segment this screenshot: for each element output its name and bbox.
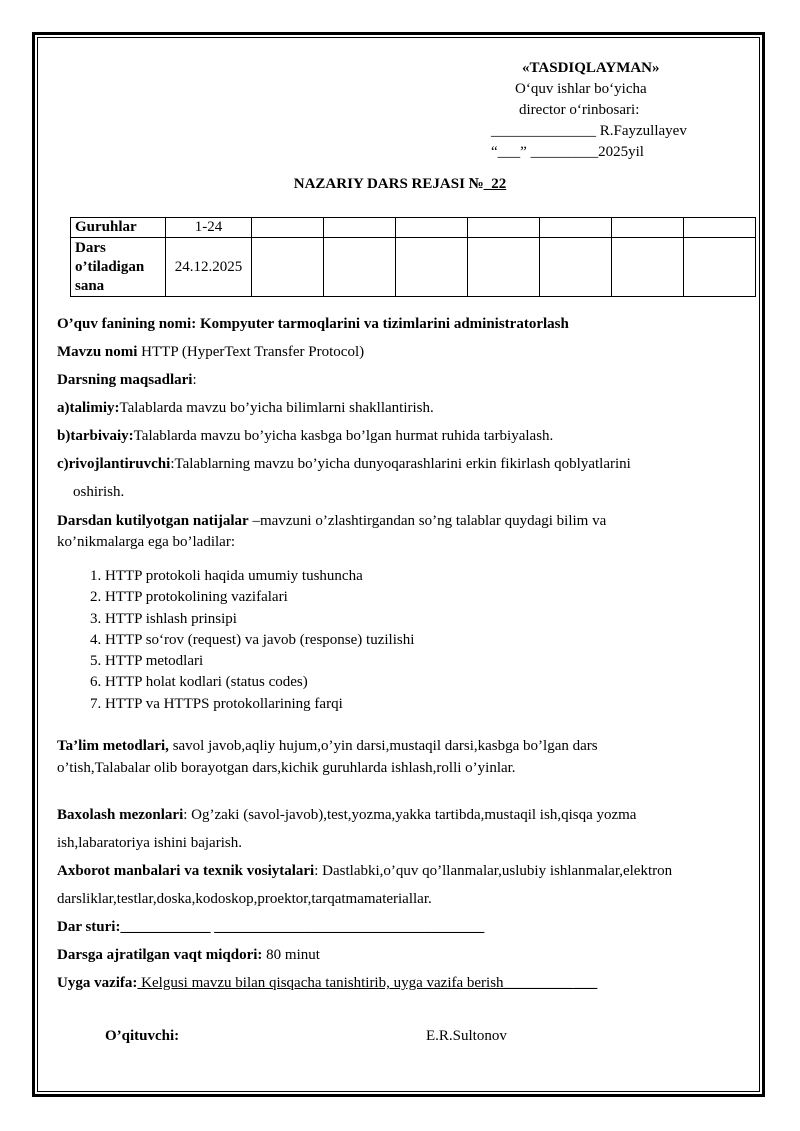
document-title	[0, 176, 800, 193]
list-item: 6. HTTP holat kodlari (status codes)	[105, 672, 737, 693]
goal-upbringing	[57, 427, 737, 446]
goal-educational-label: a)talimiy:	[57, 400, 120, 416]
assessment-line-1	[57, 806, 737, 825]
outcomes-list	[57, 566, 737, 715]
date-label-line-2: o’tiladigan	[75, 258, 145, 275]
outcomes-text-1: –mavzuni o’zlashtirgandan so’ng talablar quydagi bilim va	[248, 513, 607, 529]
approval-signature-line: ______________ R.Fayzullayev	[491, 123, 687, 139]
methods-line-1	[57, 735, 737, 757]
lesson-type-label: Dar sturi	[57, 919, 116, 936]
approval-date-line: “___” _________2025yil	[491, 144, 644, 160]
list-item: 5. HTTP metodlari	[105, 651, 737, 672]
table-cell	[468, 238, 540, 297]
methods-text-1: savol javob,aqliy hujum,o’yin darsi,mustaqil darsi,kasbga bo’lgan dars	[168, 738, 598, 755]
resources-label: Axborot manbalari va texnik vosiytalari	[57, 863, 315, 880]
table-cell	[252, 238, 324, 297]
table-cell	[540, 218, 612, 238]
methods-line-2: o’tish,Talabalar olib borayotgan dars,kichik guruhlarda ishlash,rolli o’yinlar.	[57, 760, 516, 777]
document-number: _22	[483, 176, 507, 192]
goals-label: Darsning maqsadlari	[57, 372, 193, 388]
table-cell	[540, 238, 612, 297]
list-item: 2. HTTP protokolining vazifalari	[105, 587, 737, 608]
date-label	[71, 238, 166, 297]
table-cell	[684, 238, 756, 297]
outcomes-line-2: ko’nikmalarga ega bo’ladilar:	[57, 534, 235, 550]
lesson-type-value: :____________ ____________________________________	[115, 919, 485, 936]
duration-line	[57, 946, 737, 965]
date-value: 24.12.2025	[166, 238, 252, 297]
groups-table	[70, 217, 756, 297]
homework-label: Uyga vazifa:	[57, 975, 138, 992]
table-cell	[396, 238, 468, 297]
date-label-line-3: sana	[75, 277, 105, 294]
goal-developmental-cont: oshirish.	[73, 484, 125, 500]
document-title-text: NAZARIY DARS REJASI №	[293, 176, 484, 192]
assessment-line-2: ish,labaratoriya ishini bajarish.	[57, 835, 242, 852]
groups-row	[71, 218, 756, 238]
teacher-name: E.R.Sultonov	[426, 1028, 507, 1044]
groups-label: Guruhlar	[71, 218, 166, 238]
table-cell	[396, 218, 468, 238]
goal-developmental	[57, 455, 737, 474]
topic-line	[57, 343, 737, 362]
list-item: 4. HTTP so‘rov (request) va javob (response) tuzilishi	[105, 630, 737, 651]
goal-educational-text: Talablarda mavzu bo’yicha bilimlarni shakllantirish.	[119, 400, 434, 416]
teacher-label: O’qituvchi:	[105, 1028, 180, 1044]
goals-colon: :	[192, 372, 197, 388]
methods-label: Ta’lim metodlari,	[57, 738, 169, 755]
subject-label: O’quv fanining nomi:	[57, 316, 197, 332]
assessment-label: Baxolash mezonlari	[57, 807, 184, 824]
table-cell	[612, 238, 684, 297]
table-cell	[324, 218, 396, 238]
resources-line-2: darsliklar,testlar,doska,kodoskop,proektor,tarqatmamateriallar.	[57, 891, 432, 908]
date-row	[71, 238, 756, 297]
subject-line	[57, 315, 737, 334]
lesson-type-line	[57, 918, 737, 937]
goal-developmental-label: c)rivojlantiruvchi	[57, 456, 171, 472]
table-cell	[468, 218, 540, 238]
assessment-text-1: : Og’zaki (savol-javob),test,yozma,yakka tartibda,mustaqil ish,qisqa yozma	[183, 807, 637, 824]
homework-value: Kelgusi mavzu bilan qisqacha tanishtirib, uyga vazifa berish_________ ___	[137, 975, 598, 992]
list-item: 7. HTTP va HTTPS protokollarining farqi	[105, 694, 737, 715]
document-body	[57, 315, 737, 993]
groups-value: 1-24	[166, 218, 252, 238]
homework-line	[57, 974, 737, 993]
list-item: 1. HTTP protokoli haqida umumiy tushuncha	[105, 566, 737, 587]
goal-educational	[57, 399, 737, 418]
table-cell	[252, 218, 324, 238]
topic-value: HTTP (HyperText Transfer Protocol)	[137, 344, 365, 360]
table-cell	[684, 218, 756, 238]
approval-block	[488, 58, 748, 163]
topic-label: Mavzu nomi	[57, 344, 138, 360]
list-item: 3. HTTP ishlash prinsipi	[105, 609, 737, 630]
duration-label: Darsga ajratilgan vaqt miqdori:	[57, 947, 263, 964]
goal-upbringing-label: b)tarbivaiy:	[57, 428, 134, 444]
goal-upbringing-text: Talablarda mavzu bo’yicha kasbga bo’lgan hurmat ruhida tarbiyalash.	[133, 428, 554, 444]
outcomes-line-1	[57, 511, 737, 532]
table-cell	[612, 218, 684, 238]
resources-line-1	[57, 862, 737, 881]
table-cell	[324, 238, 396, 297]
outcomes-label: Darsdan kutilyotgan natijalar	[57, 513, 249, 529]
approval-position-line-2: director o‘rinbosari:	[519, 102, 640, 118]
goal-developmental-text: :Talablarning mavzu bo’yicha dunyoqarashlarini erkin fikirlash qoblyatlarini	[170, 456, 631, 472]
resources-text-1: : Dastlabki,o’quv qo’llanmalar,uslubiy ishlanmalar,elektron	[314, 863, 673, 880]
approval-position-line-1: O‘quv ishlar bo‘yicha	[515, 81, 647, 97]
date-label-line-1: Dars	[75, 239, 106, 256]
approval-title: «TASDIQLAYMAN»	[522, 60, 660, 76]
duration-value: 80 minut	[262, 947, 320, 964]
subject-value: Kompyuter tarmoqlarini va tizimlarini administratorlash	[196, 316, 569, 332]
goals-heading	[57, 371, 737, 390]
